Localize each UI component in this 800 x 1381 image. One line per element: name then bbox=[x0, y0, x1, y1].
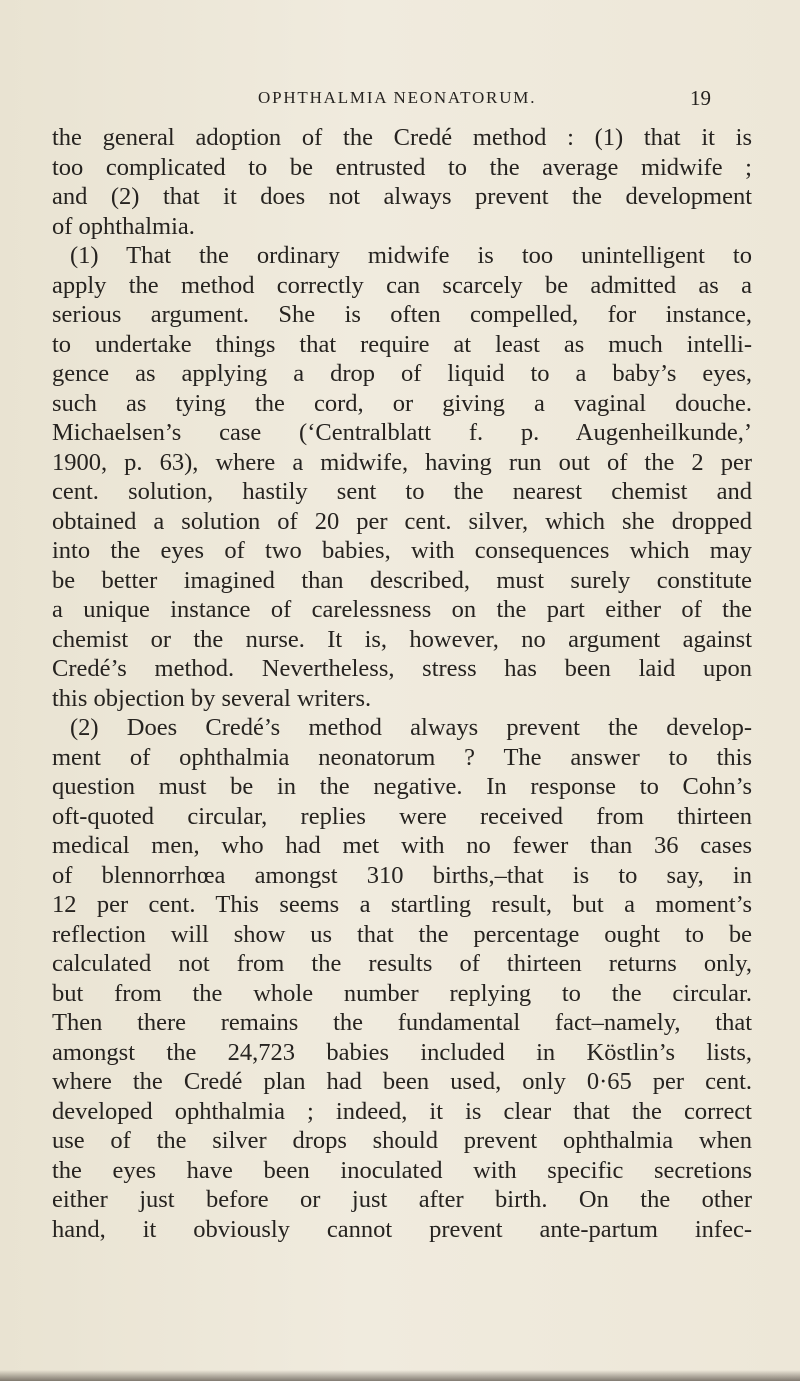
text-line: too complicated to be entrusted to the average midwife ; bbox=[52, 153, 752, 181]
body-text bbox=[52, 123, 752, 1244]
text-line: obtained a solution of 20 per cent. silver, which she dropped bbox=[52, 507, 752, 535]
text-line: of blennorrhœa amongst 310 births,–that is to say, in bbox=[52, 861, 752, 889]
text-line: hand, it obviously cannot prevent ante-partum infec- bbox=[52, 1215, 752, 1243]
page-bottom-edge bbox=[0, 1370, 800, 1381]
text-line: but from the whole number replying to the circular. bbox=[52, 979, 752, 1007]
text-line: Then there remains the fundamental fact–namely, that bbox=[52, 1009, 752, 1036]
page-number: 19 bbox=[690, 86, 711, 110]
text-line: the general adoption of the Credé method : (1) that it is bbox=[52, 124, 752, 151]
text-line: calculated not from the results of thirteen returns only, bbox=[52, 950, 752, 977]
text-line: reflection will show us that the percentage ought to be bbox=[52, 920, 752, 948]
text-line: apply the method correctly can scarcely be admitted as a bbox=[52, 271, 752, 299]
text-line: this objection by several writers. bbox=[52, 684, 372, 712]
text-line: either just before or just after birth. On the other bbox=[52, 1186, 752, 1213]
text-line: of ophthalmia. bbox=[52, 212, 195, 240]
text-line: 12 per cent. This seems a startling result, but a moment’s bbox=[52, 891, 752, 918]
text-line: developed ophthalmia ; indeed, it is clear that the correct bbox=[52, 1097, 752, 1125]
text-line: Michaelsen’s case (‘Centralblatt f. p. Augenheilkunde,’ bbox=[52, 419, 752, 446]
text-line: chemist or the nurse. It is, however, no argument against bbox=[52, 625, 752, 653]
text-line: cent. solution, hastily sent to the nearest chemist and bbox=[52, 478, 752, 505]
text-line: (1) That the ordinary midwife is too unintelligent to bbox=[70, 242, 752, 269]
text-line: question must be in the negative. In response to Cohn’s bbox=[52, 773, 752, 800]
text-line: amongst the 24,723 babies included in Köstlin’s lists, bbox=[52, 1038, 752, 1066]
running-head bbox=[0, 88, 800, 112]
text-line: ment of ophthalmia neonatorum ? The answer to this bbox=[52, 743, 752, 771]
text-line: and (2) that it does not always prevent the development bbox=[52, 183, 752, 210]
text-line: a unique instance of carelessness on the part either of the bbox=[52, 596, 752, 623]
text-line: into the eyes of two babies, with consequences which may bbox=[52, 537, 752, 564]
text-line: (2) Does Credé’s method always prevent the develop- bbox=[70, 714, 752, 741]
text-line: serious argument. She is often compelled, for instance, bbox=[52, 301, 752, 328]
text-line: gence as applying a drop of liquid to a baby’s eyes, bbox=[52, 360, 752, 387]
text-line: such as tying the cord, or giving a vaginal douche. bbox=[52, 389, 752, 417]
text-line: use of the silver drops should prevent ophthalmia when bbox=[52, 1127, 752, 1154]
text-line: 1900, p. 63), where a midwife, having run out of the 2 per bbox=[52, 448, 752, 476]
text-line: oft-quoted circular, replies were received from thirteen bbox=[52, 802, 752, 830]
running-title: OPHTHALMIA NEONATORUM. bbox=[258, 88, 537, 107]
text-line: where the Credé plan had been used, only 0·65 per cent. bbox=[52, 1068, 752, 1095]
text-line: the eyes have been inoculated with specific secretions bbox=[52, 1156, 752, 1184]
text-line: to undertake things that require at least as much intelli- bbox=[52, 330, 752, 358]
text-line: medical men, who had met with no fewer than 36 cases bbox=[52, 832, 752, 859]
text-line: Credé’s method. Nevertheless, stress has been laid upon bbox=[52, 655, 752, 682]
text-line: be better imagined than described, must surely constitute bbox=[52, 566, 752, 594]
